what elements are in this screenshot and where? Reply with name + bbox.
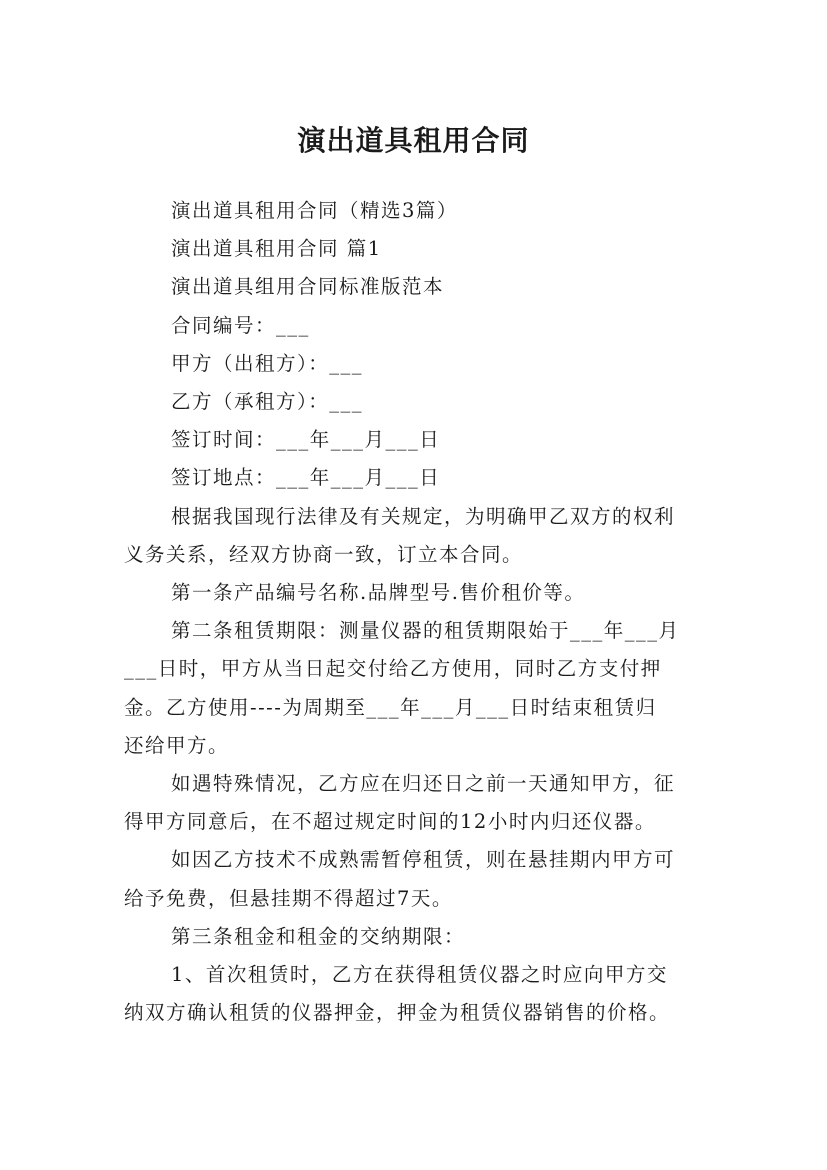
paragraph-line: 义务关系，经双方协商一致，订立本合同。: [124, 542, 524, 566]
paragraph-line: 合同编号：___: [171, 313, 310, 337]
paragraph-line: 金。乙方使用----为周期至___年___月___日时结束租赁归: [124, 695, 657, 719]
paragraph-line: 如因乙方技术不成熟需暂停租赁，则在悬挂期内甲方可: [171, 848, 676, 872]
paragraph-line: 还给甲方。: [124, 733, 230, 757]
paragraph-line: 第三条租金和租金的交纳期限：: [171, 924, 466, 948]
paragraph-line: ___日时，甲方从当日起交付给乙方使用，同时乙方支付押: [124, 657, 662, 681]
paragraph-line: 演出道具租用合同 篇1: [171, 237, 382, 261]
paragraph-line: 给予免费，但悬挂期不得超过7天。: [124, 886, 453, 910]
paragraph-line: 根据我国现行法律及有关规定，为明确甲乙双方的权利: [171, 504, 676, 528]
paragraph-line: 演出道具租用合同（精选3篇）: [171, 199, 458, 222]
paragraph-line: 如遇特殊情况，乙方应在归还日之前一天通知甲方，征: [171, 772, 676, 796]
paragraph-line: 签订地点：___年___月___日: [171, 466, 441, 490]
paragraph-line: 乙方（承租方）：___: [171, 390, 364, 414]
paragraph-line: 演出道具组用合同标准版范本: [171, 275, 445, 299]
document-title: 演出道具租用合同: [297, 123, 530, 157]
paragraph-line: 甲方（出租方）：___: [171, 351, 364, 375]
paragraph-line: 纳双方确认租赁的仪器押金，押金为租赁仪器销售的价格。: [124, 1001, 671, 1025]
paragraph-line: 第一条产品编号名称.品牌型号.售价租价等。: [171, 581, 586, 605]
paragraph-line: 1、首次租赁时，乙方在获得租赁仪器之时应向甲方交: [171, 963, 668, 987]
paragraph-line: 签订时间：___年___月___日: [171, 428, 441, 452]
paragraph-line: 第二条租赁期限：测量仪器的租赁期限始于___年___月: [171, 619, 680, 643]
document-body: [124, 192, 704, 1032]
paragraph-line: 得甲方同意后，在不超过规定时间的12小时内归还仪器。: [124, 810, 656, 834]
